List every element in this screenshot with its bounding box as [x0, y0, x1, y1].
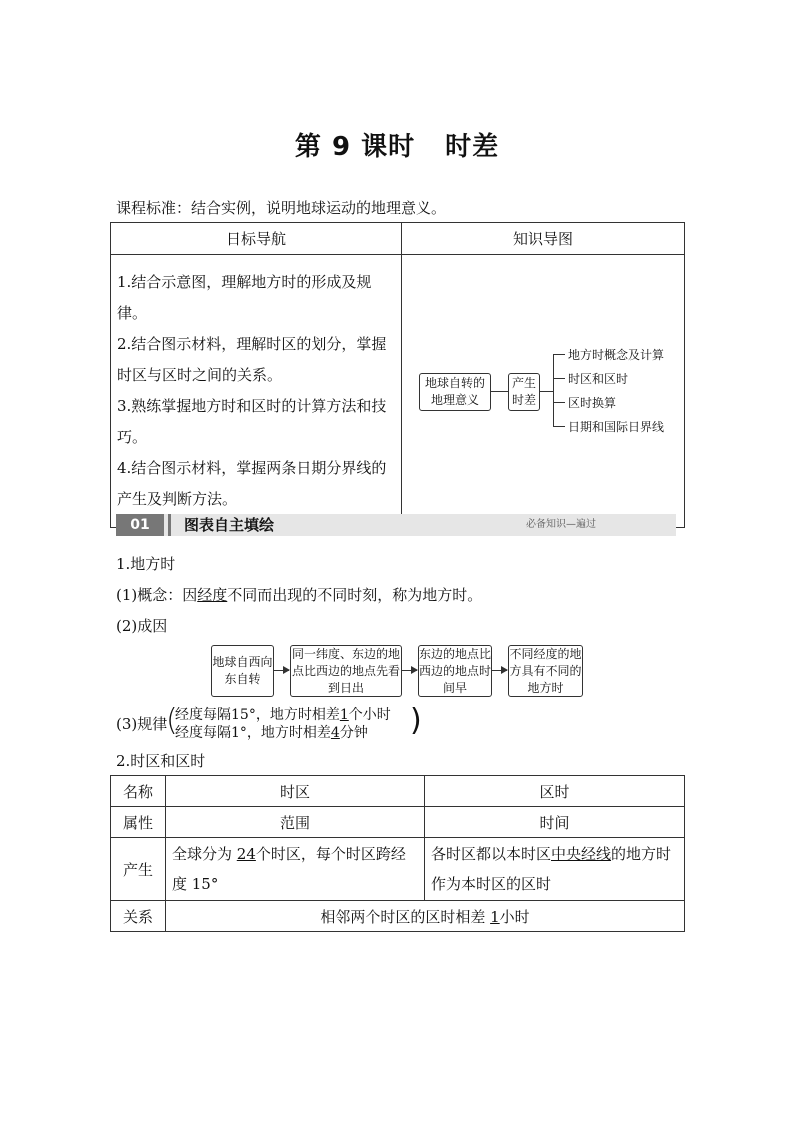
concept-fill: 经度 — [197, 586, 228, 604]
row-label: 属性 — [111, 807, 166, 838]
right-brace: ) — [410, 703, 422, 738]
section-bar — [116, 514, 676, 536]
mindmap — [402, 267, 684, 515]
cause-label: (2)成因 — [116, 617, 168, 635]
goals-table — [110, 222, 685, 528]
origin-b-fill: 中央经线 — [551, 845, 612, 863]
cell — [166, 901, 685, 932]
connector — [553, 354, 554, 426]
origin-a-suffix: 个时区，每个时区跨经度 15° — [172, 845, 406, 893]
connector — [553, 402, 565, 403]
goals-cell — [111, 255, 402, 528]
connector — [490, 391, 508, 392]
connector — [553, 378, 565, 379]
concept-suffix: 不同而出现的不同时刻，称为地方时。 — [227, 586, 483, 604]
rule2-fill: 4 — [330, 725, 340, 741]
relation-fill: 1 — [490, 907, 500, 926]
mindmap-cell — [402, 255, 685, 528]
goal-item: 2.结合图示材料，理解时区的划分，掌握时区与区时之间的关系。 — [117, 335, 387, 384]
goal-item: 3.熟练掌握地方时和区时的计算方法和技巧。 — [117, 397, 387, 446]
table-row — [111, 901, 685, 932]
flow-box: 东边的地点比西边的地点时间早 — [418, 645, 492, 697]
relation-suffix: 小时 — [499, 907, 530, 926]
concept-line — [116, 584, 482, 605]
concept-prefix: (1)概念：因 — [116, 586, 198, 604]
rule-line-2 — [175, 722, 368, 742]
rule2-prefix: 经度每隔1°，地方时相差 — [175, 725, 331, 741]
flow-box: 不同经度的地方具有不同的地方时 — [508, 645, 583, 697]
rule-label: (3)规律 — [116, 715, 168, 733]
cell: 时区 — [166, 776, 425, 807]
relation-prefix: 相邻两个时区的区时相差 — [320, 907, 491, 926]
section-number: 01 — [116, 514, 164, 536]
flow-arrow — [401, 670, 417, 671]
title-lesson: 第 9 课时 — [294, 132, 416, 162]
goal-item: 4.结合图示材料，掌握两条日期分界线的产生及判断方法。 — [117, 459, 387, 508]
connector — [553, 354, 565, 355]
curriculum-standard: 课程标准：结合实例，说明地球运动的地理意义。 — [116, 199, 447, 217]
row-label: 产生 — [111, 838, 166, 901]
section-subtitle: 必备知识—遍过 — [526, 519, 596, 530]
cell — [166, 838, 425, 901]
cell — [425, 838, 685, 901]
origin-a-prefix: 全球分为 — [172, 845, 237, 863]
row-label: 名称 — [111, 776, 166, 807]
origin-b-prefix: 各时区都以本时区 — [431, 845, 552, 863]
mindmap-middle: 产生时差 — [508, 373, 540, 411]
mindmap-leaf: 地方时概念及计算 — [568, 348, 665, 362]
connector — [539, 391, 553, 392]
timezone-table — [110, 775, 685, 932]
rule2-suffix: 分钟 — [339, 725, 368, 741]
mindmap-leaf: 时区和区时 — [568, 372, 629, 386]
section-title: 图表自主填绘 — [184, 516, 275, 534]
section-divider — [168, 514, 171, 536]
flow-arrow — [273, 670, 289, 671]
flow-box: 同一纬度、东边的地点比西边的地点先看到日出 — [290, 645, 402, 697]
rule1-fill: 1 — [339, 707, 349, 723]
origin-b-suffix: 的地方时作为本时区的区时 — [431, 845, 672, 893]
mindmap-header: 知识导图 — [402, 223, 685, 255]
rule1-prefix: 经度每隔15°，地方时相差 — [175, 707, 340, 723]
left-brace: ( — [166, 703, 178, 738]
local-time-heading: 1.地方时 — [116, 555, 176, 573]
goal-item: 1.结合示意图，理解地方时的形成及规律。 — [117, 273, 372, 322]
row-label: 关系 — [111, 901, 166, 932]
connector — [553, 426, 565, 427]
mindmap-leaf: 区时换算 — [568, 396, 617, 410]
rule-line-1 — [175, 704, 391, 724]
page-title — [0, 126, 794, 163]
cell: 区时 — [425, 776, 685, 807]
table-row — [111, 776, 685, 807]
cell: 时间 — [425, 807, 685, 838]
rule1-suffix: 个小时 — [348, 707, 391, 723]
table-row — [111, 838, 685, 901]
cell: 范围 — [166, 807, 425, 838]
flow-box: 地球自西向东自转 — [211, 645, 274, 697]
table-row — [111, 807, 685, 838]
origin-a-fill: 24 — [236, 845, 256, 863]
goals-header: 日标导航 — [111, 223, 402, 255]
title-topic: 时差 — [445, 132, 500, 162]
mindmap-root: 地球自转的地理意义 — [419, 373, 491, 411]
mindmap-leaf: 日期和国际日界线 — [568, 420, 665, 434]
flow-arrow — [491, 670, 507, 671]
timezone-heading: 2.时区和区时 — [116, 752, 206, 770]
